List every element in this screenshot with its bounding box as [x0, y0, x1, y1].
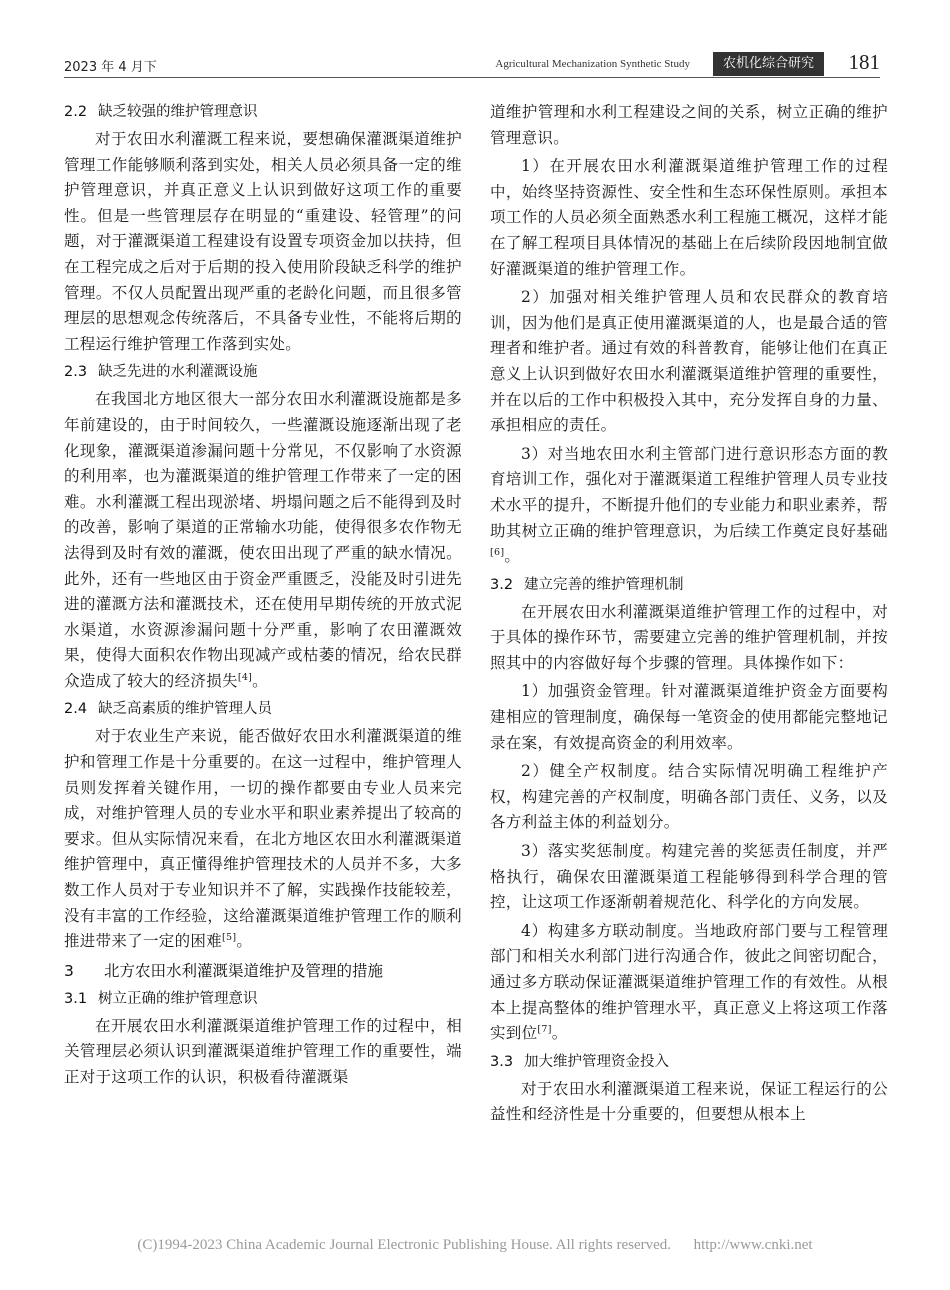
paragraph: 在开展农田水利灌溉渠道维护管理工作的过程中，对于具体的操作环节，需要建立完善的维护管理机制，并按照其中的内容做好每个步骤的管理。具体操作如下：	[490, 602, 888, 672]
section-heading	[64, 360, 462, 385]
section-title: 树立正确的维护管理意识	[98, 990, 258, 1007]
section-title: 缺乏先进的水利灌溉设施	[98, 364, 258, 381]
section-number: 2.3	[64, 364, 88, 381]
paragraph	[64, 387, 462, 694]
section-heading	[490, 1050, 888, 1075]
section-heading	[64, 100, 462, 125]
section-number: 2.2	[64, 104, 88, 120]
paragraph-end: 。	[551, 1024, 568, 1043]
paragraph-text: 3）对当地农田水利主管部门进行意识形态方面的教育培训工作，强化对于灌溉渠道工程维护管理人员专业技术水平的提升，不断提升他们的专业能力和职业素养，帮助其树立正确的维护管理意识，为后续工作奠定良好基础	[490, 444, 888, 540]
citation-ref: [7]	[537, 1024, 552, 1036]
paragraph: 1）在开展农田水利灌溉渠道维护管理工作的过程中，始终坚持资源性、安全性和生态环保性原则。承担本项工作的人员必须全面熟悉水利工程施工概况，这样才能在了解工程项目具体情况的基础上在后续阶段因地制宜做好灌溉渠道的维护管理工作。	[490, 157, 888, 278]
citation-ref: [6]	[490, 546, 505, 558]
journal-name-en: Agricultural Mechanization Synthetic Study	[495, 58, 690, 70]
left-column	[64, 100, 462, 1094]
section-number: 3.1	[64, 990, 88, 1007]
journal-name-badge: 农机化综合研究	[713, 52, 824, 76]
section-title: 加大维护管理资金投入	[524, 1053, 669, 1070]
section-title: 建立完善的维护管理机制	[524, 576, 684, 593]
paragraph-end: 。	[252, 671, 268, 690]
paragraph	[490, 919, 888, 1047]
copyright-footer	[0, 1237, 950, 1254]
paragraph-text: 在我国北方地区很大一部分农田水利灌溉设施都是多年前建设的，由于时间较久，一些灌溉设施逐渐出现了老化现象，灌溉渠道渗漏问题十分常见，不仅影响了水资源的利用率，也为灌溉渠道的维护管理工作带来了一定的困难。水利灌溉工程出现淤堵、坍塌问题之后不能得到及时的改善，影响了渠道的正常输水功能，使得很多农作物无法得到及时有效的灌溉，使农田出现了严重的缺水情况。此外，还有一些地区由于资金严重匮乏，没能及时引进先进的灌溉方法和灌溉技术，还在使用早期传统的开放式泥水渠道，水资源渗漏问题十分严重，影响了农田灌溉效果，使得大面积农作物出现减产或枯萎的情况，给农民群众造成了较大的经济损失	[64, 390, 462, 690]
right-column	[490, 100, 888, 1131]
paragraph-text: 对于农业生产来说，能否做好农田水利灌溉渠道的维护和管理工作是十分重要的。在这一过程中，维护管理人员则发挥着关键作用，一切的操作都要由专业人员来完成，对维护管理人员的专业水平和职业素养提出了较高的要求。但从实际情况来看，在北方地区农田水利灌溉渠道维护管理中，真正懂得维护管理技术的人员并不多，大多数工作人员对于专业知识并不了解，实践操作技能较差，没有丰富的工作经验，这给灌溉渠道维护管理工作的顺利推进带来了一定的困难	[64, 727, 462, 951]
paragraph: 3）落实奖惩制度。构建完善的奖惩责任制度，并严格执行，确保农田灌溉渠道工程能够得到科学合理的管控，让这项工作逐渐朝着规范化、科学化的方向发展。	[490, 842, 888, 912]
paragraph: 对于农田水利灌溉渠道工程来说，保证工程运行的公益性和经济性是十分重要的，但要想从根本上	[490, 1079, 888, 1124]
paragraph	[490, 442, 888, 570]
paragraph: 对于农田水利灌溉工程来说，要想确保灌溉渠道维护管理工作能够顺利落到实处，相关人员必须具备一定的维护管理意识，并真正意义上认识到做好这项工作的重要性。但是一些管理层存在明显的“重建设、轻管理”的问题，对于灌溉渠道工程建设有设置专项资金加以扶持，但在工程完成之后对于后期的投入使用阶段缺乏科学的维护管理。不仅人员配置出现严重的老龄化问题，而且很多管理层的思想观念传统落后，不具备专业性，不能将后期的工程运行维护管理工作落到实处。	[64, 130, 462, 353]
page-number: 181	[848, 50, 880, 74]
section-title: 缺乏较强的维护管理意识	[98, 104, 258, 120]
section-title: 缺乏高素质的维护管理人员	[98, 701, 272, 718]
paragraph-end: 。	[504, 547, 521, 566]
header-rule	[64, 77, 880, 78]
paragraph-text: 4）构建多方联动制度。当地政府部门要与工程管理部门和相关水利部门进行沟通合作，彼此之间密切配合，通过多方联动保证灌溉渠道维护管理工作的有效性。从根本上提高整体的维护管理水平，真正意义上将这项工作落实到位	[490, 921, 888, 1043]
paragraph-end: 。	[236, 932, 253, 951]
section-heading	[64, 987, 462, 1012]
section-number: 3	[64, 961, 74, 980]
issue-date: 2023 年 4 月下	[64, 60, 157, 75]
section-heading	[64, 697, 462, 722]
paragraph	[64, 724, 462, 954]
paragraph: 2）健全产权制度。结合实际情况明确工程维护产权，构建完善的产权制度，明确各部门责任、义务，以及各方利益主体的利益划分。	[490, 762, 888, 832]
paragraph: 在开展农田水利灌溉渠道维护管理工作的过程中，相关管理层必须认识到灌溉渠道维护管理工作的重要性，端正对于这项工作的认识，积极看待灌溉渠	[64, 1016, 462, 1086]
section-number: 3.2	[490, 576, 514, 593]
section-number: 2.4	[64, 701, 88, 718]
paragraph: 2）加强对相关维护管理人员和农民群众的教育培训，因为他们是真正使用灌溉渠道的人，也是最合适的管理者和维护者。通过有效的科普教育，能够让他们在真正意义上认识到做好农田水利灌溉渠道维护管理的重要性，并在以后的工作中积极投入其中，充分发挥自身的力量、承担相应的责任。	[490, 288, 888, 435]
citation-ref: [4]	[237, 671, 253, 683]
section-number: 3.3	[490, 1053, 514, 1070]
copyright-text: (C)1994-2023 China Academic Journal Electronic Publishing House. All rights reserved.	[137, 1237, 672, 1253]
citation-ref: [5]	[222, 932, 237, 944]
paragraph-continued: 道维护管理和水利工程建设之间的关系，树立正确的维护管理意识。	[490, 103, 888, 147]
page-header	[64, 50, 880, 80]
section-heading	[490, 573, 888, 598]
paragraph: 1）加强资金管理。针对灌溉渠道维护资金方面要构建相应的管理制度，确保每一笔资金的使用都能完整地记录在案，有效提高资金的利用效率。	[490, 682, 888, 752]
section-title: 北方农田水利灌溉渠道维护及管理的措施	[104, 961, 384, 980]
footer-url[interactable]: http://www.cnki.net	[693, 1237, 813, 1253]
chapter-heading	[64, 958, 462, 985]
